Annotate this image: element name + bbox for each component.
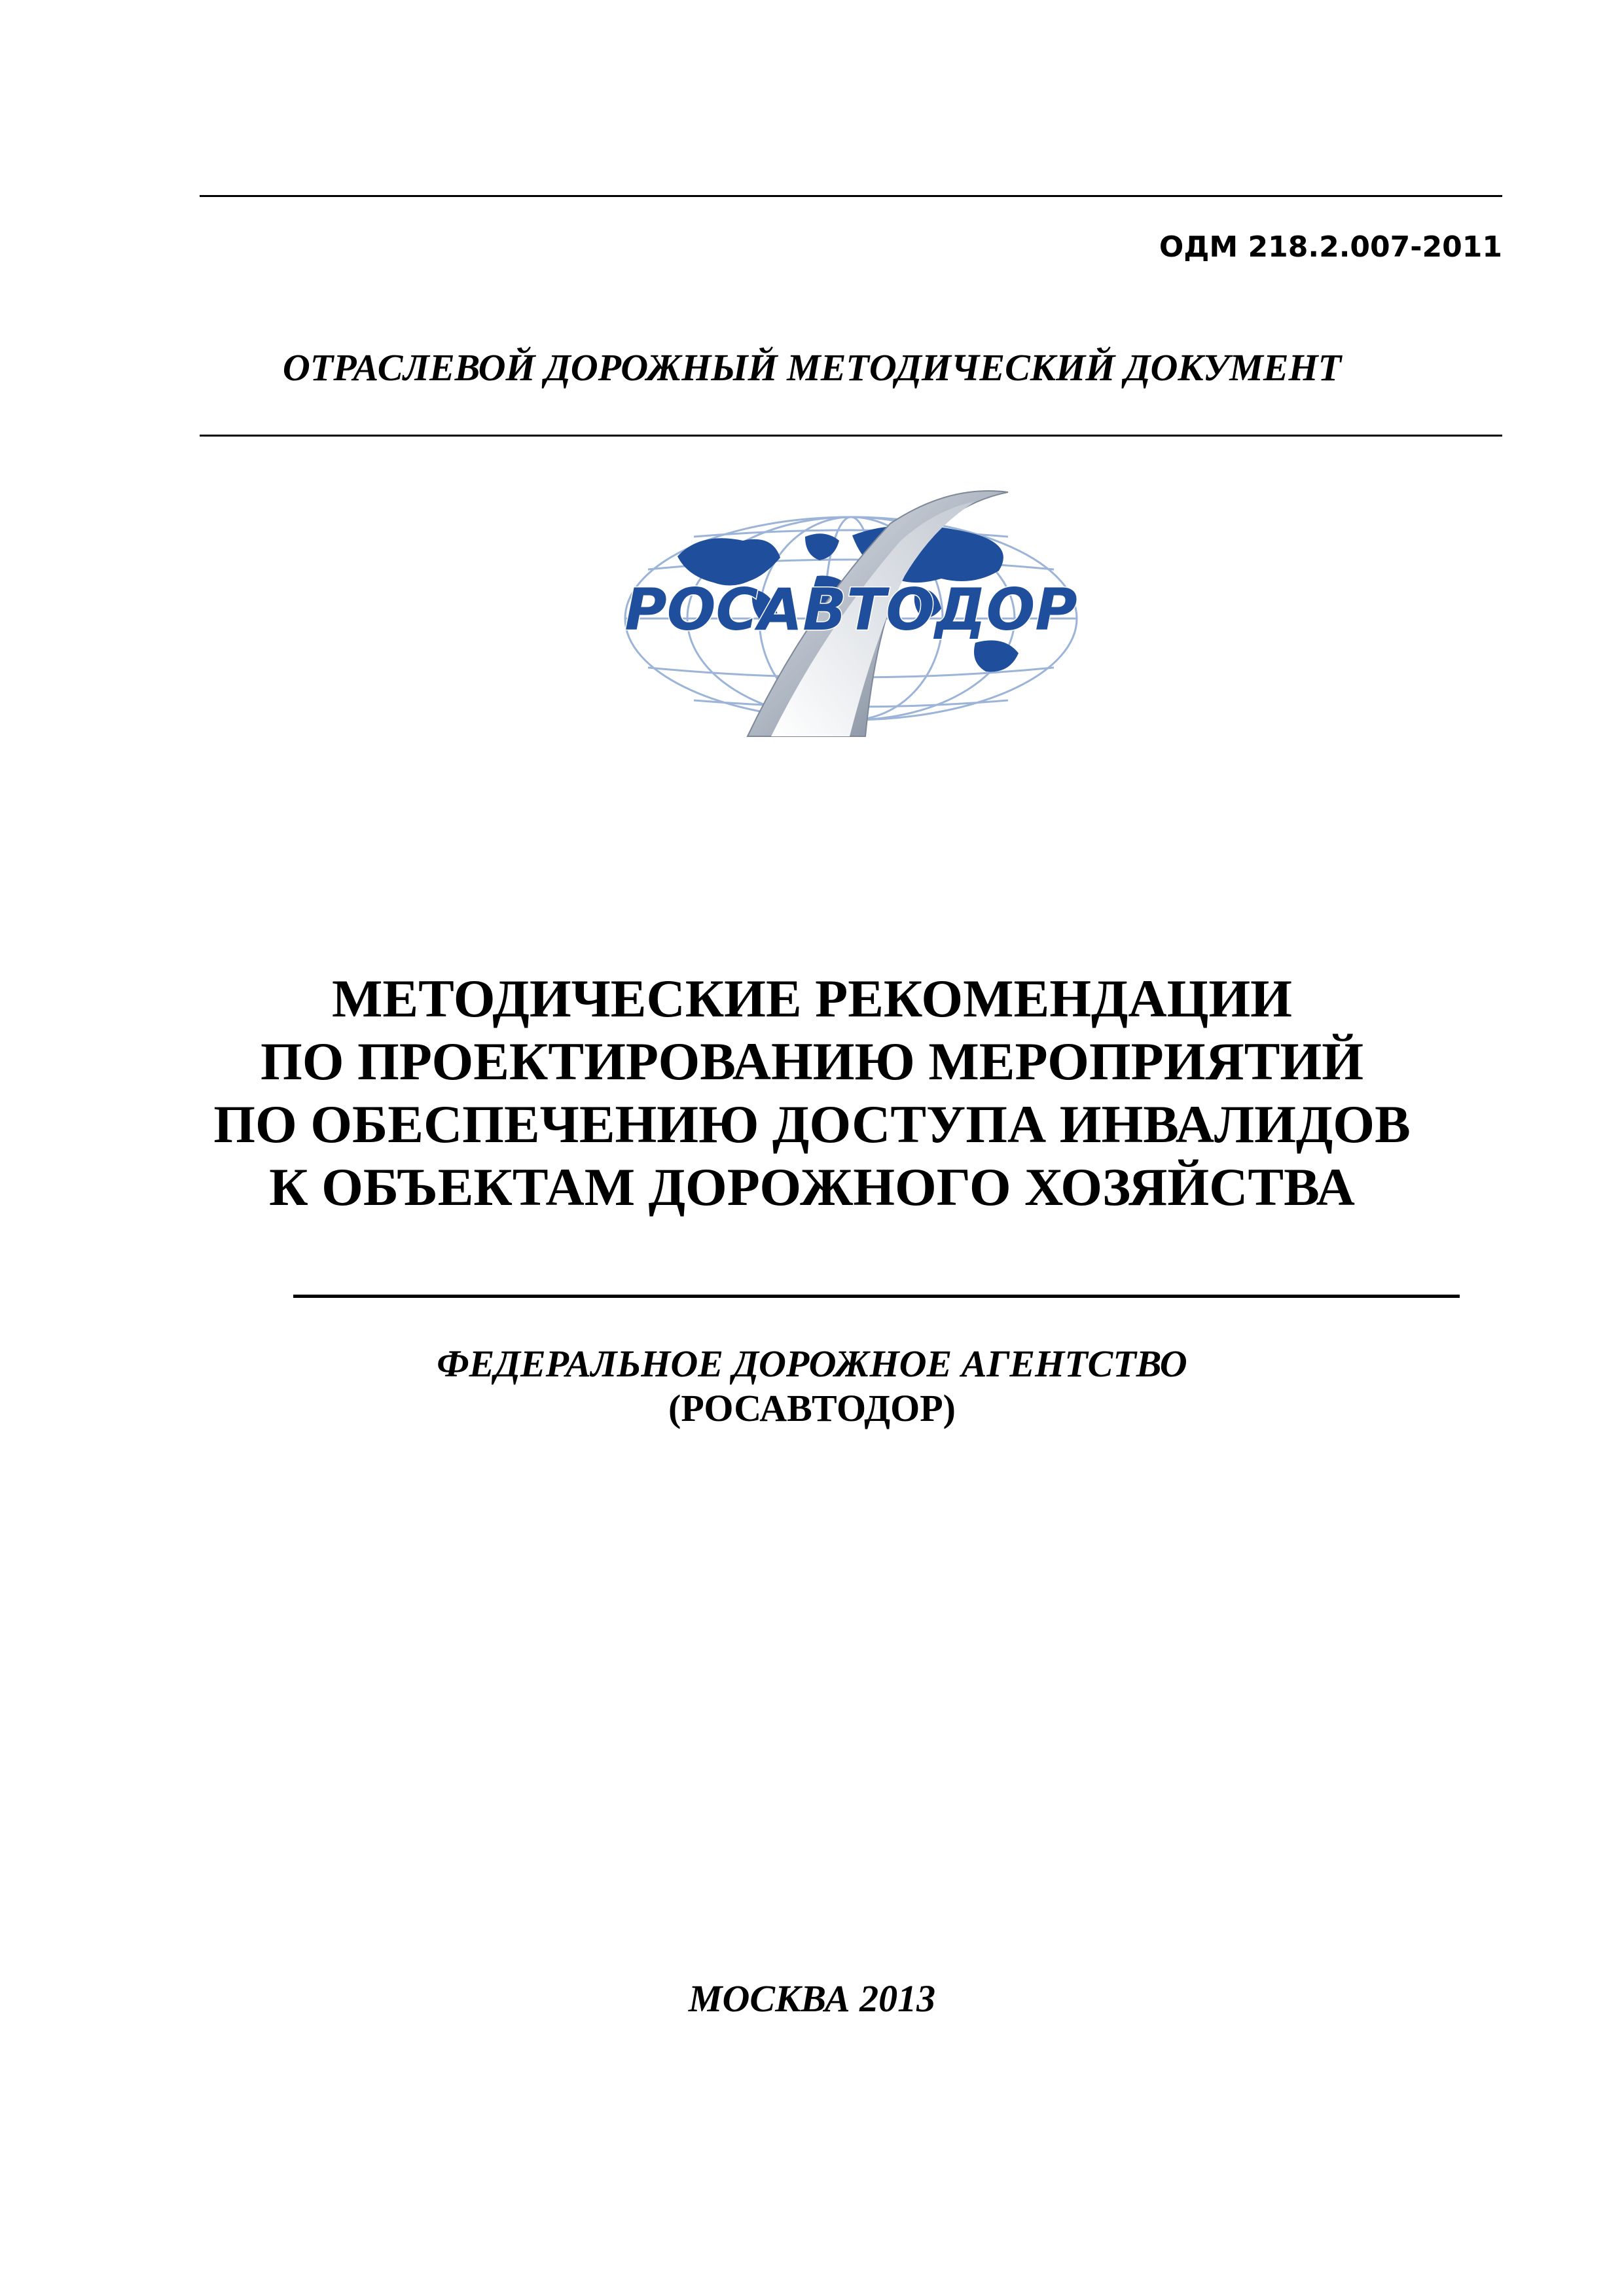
title-line-2: ПО ПРОЕКТИРОВАНИЮ МЕРОПРИЯТИЙ [260,1031,1363,1091]
title-line-1: МЕТОДИЧЕСКИЕ РЕКОМЕНДАЦИИ [332,969,1292,1028]
document-type: ОТРАСЛЕВОЙ ДОРОЖНЫЙ МЕТОДИЧЕСКИЙ ДОКУМЕНТ [282,346,1342,389]
document-title [0,967,1624,1219]
top-divider [200,195,1502,197]
title-line-4: К ОБЪЕКТАМ ДОРОЖНОГО ХОЗЯЙСТВА [269,1157,1355,1217]
agency-abbreviation: (РОСАВТОДОР) [668,1387,956,1429]
title-line-3: ПО ОБЕСПЕЧЕНИЮ ДОСТУПА ИНВАЛИДОВ [213,1094,1411,1154]
agency-name: ФЕДЕРАЛЬНОЕ ДОРОЖНОЕ АГЕНТСТВО [437,1342,1187,1385]
rosavtodor-logo-icon [609,478,1093,740]
logo-wordmark: РОСАВТОДОР [624,576,1077,643]
city-year: МОСКВА 2013 [688,1977,936,2020]
agency-block [0,1342,1624,1431]
title-divider [293,1295,1460,1298]
header-divider [200,435,1502,437]
document-code: ОДМ 218.2.007-2011 [1159,230,1502,264]
